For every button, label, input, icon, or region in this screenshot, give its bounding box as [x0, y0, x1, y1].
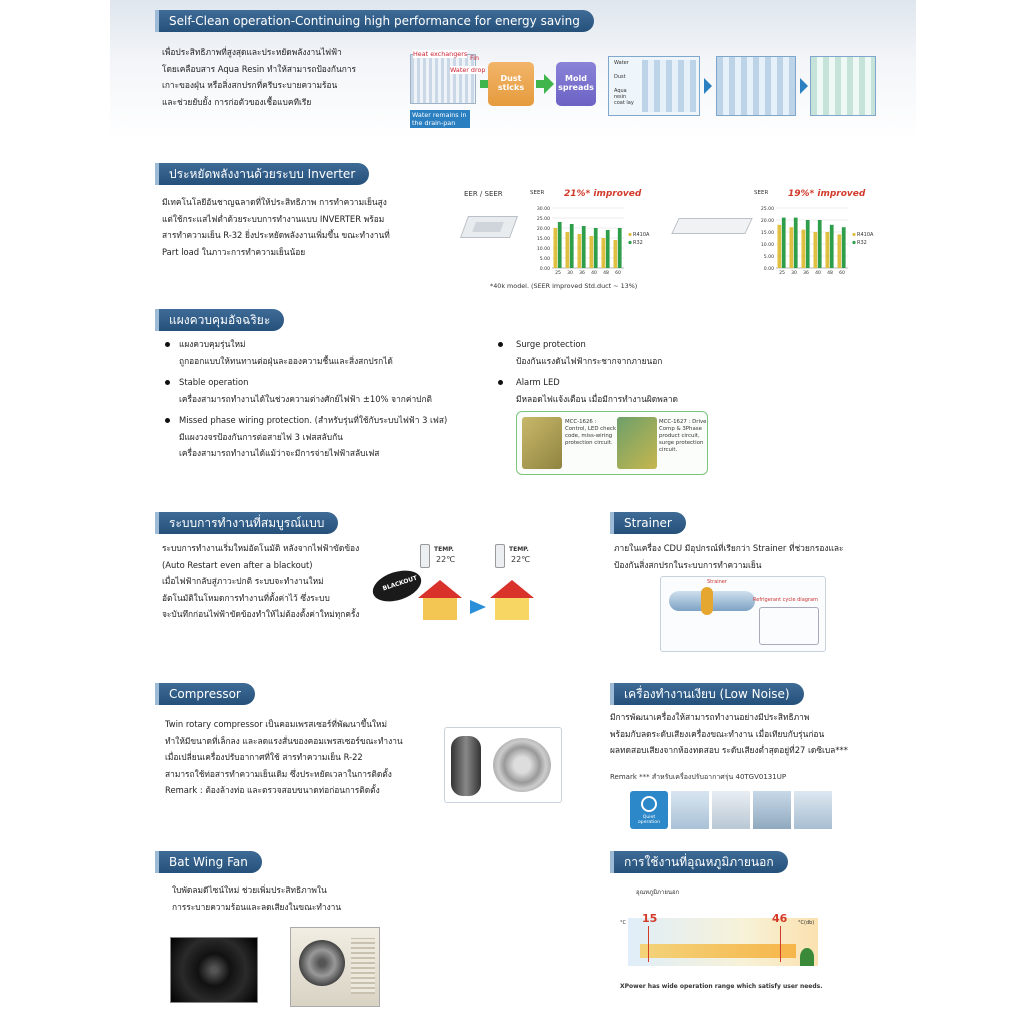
low-noise-line: พร้อมกับลดระดับเสียงเครื่องขณะทำงาน เมื่อเทียบกับรุ่นก่อน	[610, 728, 825, 739]
bat-wing-line: การระบายความร้อนและลดเสียงในขณะทำงาน	[172, 901, 342, 912]
legend-swatch	[628, 241, 631, 244]
board-mcc-1627-label: MCC-1627 : Drive Comp & 3Phase product circuit, surge protection circuit.	[659, 419, 707, 453]
section-title-self-clean: Self-Clean operation-Continuing high performance for energy saving	[155, 10, 594, 32]
auto-restart-line: เมื่อไฟฟ้ากลับสู่ภาวะปกติ ระบบจะทำงานใหม่	[162, 576, 324, 586]
chart-bar-r410a	[790, 227, 794, 268]
compressor-image	[444, 727, 562, 803]
outdoor-temp-caption: XPower has wide operation range which satisfy user needs.	[620, 983, 823, 990]
chart-bar-r410a	[554, 228, 558, 268]
outdoor-unit-fan	[299, 940, 345, 986]
smart-item-5-sub: มีหลอดไฟแจ้งเตือน เมื่อมีการทำงานผิดพลาด	[516, 393, 678, 404]
temp-value-2: 22℃	[511, 555, 531, 564]
chart-xtick-label: 30	[567, 271, 573, 276]
quiet-icon	[641, 796, 657, 812]
smart-item-2-head: Stable operation	[179, 377, 249, 387]
chart-ytick-label: 25.00	[536, 217, 550, 222]
strainer-ring	[701, 587, 713, 615]
chart-ytick-label: 0.00	[539, 267, 550, 272]
auto-restart-line: ระบบการทำงานเริ่มใหม่อัตโนมัติ หลังจากไฟฟ้าขัดข้อง	[162, 543, 360, 553]
compressor-line: Twin rotary compressor เป็นคอมเพรสเซอร์ที่พัฒนาขึ้นใหม่	[165, 719, 388, 729]
chart-xtick-label: 48	[827, 271, 833, 276]
section-title-smart-control: แผงควบคุมอัจฉริยะ	[155, 309, 284, 331]
chart-xtick-label: 25	[555, 271, 561, 276]
chart-ylabel: SEER	[754, 190, 769, 196]
ceiling-unit-image	[673, 212, 753, 242]
outdoor-unit-image	[290, 927, 380, 1007]
chart-ytick-label: 0.00	[763, 267, 774, 272]
water-remains-label: Water remains in the drain-pan	[410, 110, 470, 128]
legend-label: R32	[633, 240, 643, 246]
chart-ytick-label: 15.00	[760, 231, 774, 236]
refrigerant-cycle-lines	[759, 607, 819, 645]
mold-spreads-label: Mold spreads	[558, 74, 594, 92]
chart-bar-r410a	[602, 238, 606, 268]
compressor-line: Remark : ต้องล้างท่อ และตรวจสอบขนาดท่อก่อนการติดตั้ง	[165, 785, 380, 795]
chart-xtick-label: 40	[591, 271, 597, 276]
smart-item-3	[179, 412, 499, 462]
chart-bar-r410a	[614, 240, 618, 268]
chart-ytick-label: 10.00	[760, 243, 774, 248]
noise-scene-3	[753, 791, 791, 829]
chart-bar-r410a	[814, 232, 818, 268]
auto-restart-line: (Auto Restart even after a blackout)	[162, 559, 313, 570]
noise-scene-1	[671, 791, 709, 829]
legend-label: R32	[857, 240, 867, 246]
bat-wing-fan-image	[170, 937, 258, 1003]
bullet-dot	[498, 342, 503, 347]
brochure-page	[110, 0, 916, 1024]
house-lit-icon	[490, 580, 534, 622]
temp-label-1: TEMP.	[434, 546, 454, 553]
aqua-resin-label: Aqua resin coat lay	[614, 88, 634, 106]
section-title-compressor: Compressor	[155, 683, 255, 705]
outdoor-unit-grille	[351, 938, 375, 994]
inverter-line: Part load ในภาวะการทำความเย็นน้อย	[162, 246, 306, 257]
compressor-line: ทำให้มีขนาดที่เล็กลง และลดแรงสั่นของคอมเพรสเซอร์ขณะทำงาน	[165, 735, 403, 746]
temperature-range-graphic	[618, 900, 830, 976]
chart-bar-r32	[794, 218, 798, 268]
chart-xtick-label: 48	[603, 271, 609, 276]
chart-bar-r410a	[590, 236, 594, 268]
dust-label: Dust	[614, 74, 626, 80]
compressor-line: เมื่อเปลี่ยนเครื่องปรับอากาศที่ใช้ สารทำความเย็น R-22	[165, 752, 363, 762]
chart-ytick-label: 25.00	[760, 207, 774, 212]
chart-xtick-label: 30	[791, 271, 797, 276]
refrigerant-cycle-label: Refrigerant cycle diagram	[753, 597, 818, 603]
chart-ylabel: SEER	[530, 190, 545, 196]
heat-exchanger-illustration	[410, 54, 476, 104]
chart-title: 21%* improved	[564, 189, 642, 199]
smart-item-1	[179, 336, 499, 369]
auto-restart-text	[162, 540, 402, 623]
smart-item-3-sub2: เครื่องสามารถทำงานได้แม้ว่าจะมีการจ่ายไฟฟ้าสลับเฟส	[179, 448, 380, 458]
section-title-strainer: Strainer	[610, 512, 686, 534]
smart-item-5-head: Alarm LED	[516, 377, 560, 387]
bullet-dot	[498, 380, 503, 385]
legend-label: R410A	[633, 232, 650, 238]
section-title-auto-restart: ระบบการทำงานที่สมบูรณ์แบบ	[155, 512, 338, 534]
chart-bar-r32	[582, 226, 586, 268]
board-mcc-1626-label: MCC-1626 : Control, LED check code, miss-wiring protection circuit.	[565, 419, 616, 446]
self-clean-line: โดยเคลือบสาร Aqua Resin ทำให้สามารถป้องกันการ	[162, 63, 356, 74]
chart-ytick-label: 5.00	[763, 255, 774, 260]
chart-title: 19%* improved	[788, 189, 866, 199]
temp-value-1: 22℃	[436, 555, 456, 564]
low-noise-line: ผลทดสอบเสียงจากห้องทดสอบ ระดับเสียงต่ำสุดอยู่ที่27 เดซิเบล***	[610, 745, 848, 755]
chart-xtick-label: 25	[779, 271, 785, 276]
self-clean-line: และช่วยยับยั้ง การก่อตัวของเชื้อแบคทีเรีย	[162, 96, 312, 107]
legend-swatch	[852, 241, 855, 244]
chart-xtick-label: 60	[615, 271, 621, 276]
chart-bar-r32	[558, 222, 562, 268]
smart-item-2	[179, 374, 499, 407]
auto-restart-line: จะบันทึกก่อนไฟฟ้าขัดข้องทำให้ไม่ต้องตั้งค่าใหม่ทุกครั้ง	[162, 609, 360, 619]
smart-item-3-head: Missed phase wiring protection. (สำหรับรุ่นที่ใช้กับระบบไฟฟ้า 3 เฟส)	[179, 415, 448, 425]
chart-bar-r410a	[802, 230, 806, 268]
chart-bar-r410a	[838, 234, 842, 268]
inverter-line: แต่ใช้กระแสไฟต่ำด้วยระบบการทำงานแบบ INVERTER พร้อม	[162, 213, 385, 224]
chart-xtick-label: 40	[815, 271, 821, 276]
chart-xtick-label: 60	[839, 271, 845, 276]
eer-seer-label: EER / SEER	[464, 190, 503, 198]
compressor-body	[451, 736, 481, 796]
low-noise-remark: Remark *** สำหรับเครื่องปรับอากาศรุ่น 40TGV0131UP	[610, 773, 787, 781]
legend-label: R410A	[857, 232, 874, 238]
chart-bar-r32	[594, 228, 598, 268]
heat-exchanger-label: Heat exchangers	[413, 50, 468, 58]
seer-chart-1	[530, 186, 670, 280]
aqua-resin-panel-1-fins	[642, 60, 696, 112]
bat-wing-text	[172, 882, 412, 915]
strainer-text	[614, 540, 894, 573]
high-temp-value: 46	[772, 912, 788, 925]
chart-ytick-label: 20.00	[536, 227, 550, 232]
temperature-range-background	[628, 918, 818, 966]
low-noise-line: มีการพัฒนาเครื่องให้สามารถทำงานอย่างมีประสิทธิภาพ	[610, 712, 810, 722]
chart-bar-r32	[570, 224, 574, 268]
palm-tree-icon	[800, 948, 814, 966]
self-clean-diagram	[410, 48, 880, 134]
noise-scene-4	[794, 791, 832, 829]
house-dark-icon	[418, 580, 462, 622]
strainer-line: ภายในเครื่อง CDU มีอุปกรณ์ที่เรียกว่า Strainer ที่ช่วยกรองและ	[614, 543, 844, 553]
chart-bar-r410a	[578, 234, 582, 268]
blue-arrow-1	[704, 78, 712, 94]
water-label: Water	[614, 60, 629, 66]
chart-bar-r32	[606, 230, 610, 268]
temperature-range-bar	[640, 944, 796, 958]
unit-c-label: °C	[620, 920, 626, 926]
compressor-rotor	[493, 738, 551, 792]
inverter-footnote: *40k model. (SEER improved Std.duct ~ 13%)	[490, 282, 638, 290]
low-noise-text	[610, 709, 900, 759]
smart-item-4-head: Surge protection	[516, 339, 586, 349]
restart-arrow	[470, 600, 486, 614]
chart-ytick-label: 20.00	[760, 219, 774, 224]
strainer-line: ป้องกันสิ่งสกปรกในระบบการทำความเย็น	[614, 559, 762, 570]
bullet-dot	[165, 418, 170, 423]
compressor-text	[165, 716, 455, 799]
smart-item-2-sub: เครื่องสามารถทำงานได้ในช่วงความต่างศักย์ไฟฟ้า ±10% จากค่าปกติ	[179, 393, 432, 404]
blackout-label: BLACKOUT	[381, 574, 419, 593]
strainer-diagram-label: Strainer	[707, 579, 727, 585]
strainer-diagram	[660, 576, 826, 652]
inverter-text	[162, 194, 432, 260]
outdoor-temp-axis-label: อุณหภูมิภายนอก	[636, 889, 680, 896]
smart-item-3-sub: มีแผงวงจรป้องกันการต่อสายไฟ 3 เฟสสลับกัน	[179, 431, 343, 442]
chart-bar-r32	[806, 220, 810, 268]
remote-1-icon	[420, 544, 430, 568]
smart-item-4	[516, 336, 816, 369]
quiet-label: Quiet operation	[637, 815, 661, 825]
aqua-resin-panel-2	[716, 56, 796, 116]
legend-swatch	[852, 233, 855, 236]
control-boards-panel	[516, 411, 708, 475]
compressor-line: สามารถใช้ท่อสารทำความเย็นเดิม ซึ่งประหยัดเวลาในการติดตั้ง	[165, 768, 392, 779]
chart-xtick-label: 36	[803, 271, 809, 276]
self-clean-text	[162, 44, 412, 110]
low-temp-value: 15	[642, 912, 658, 925]
chart-bar-r410a	[566, 232, 570, 268]
cassette-unit-image	[460, 212, 518, 246]
fin-label: Fin	[470, 54, 480, 62]
self-clean-line: เกาะของฝุ่น หรือสิ่งสกปรกที่ครีบระบายความร้อน	[162, 80, 338, 90]
mold-spreads-box	[556, 62, 596, 106]
chart-xtick-label: 36	[579, 271, 585, 276]
auto-restart-line: อัตโนมัติในโหมดการทำงานที่ตั้งค่าไว้ ซึ่งระบบ	[162, 592, 330, 603]
section-title-outdoor-temp: การใช้งานที่อุณหภูมิภายนอก	[610, 851, 788, 873]
bullet-dot	[165, 342, 170, 347]
chart-bar-r32	[842, 227, 846, 268]
chart-bar-r32	[818, 220, 822, 268]
board-mcc-1626-image	[522, 417, 562, 469]
seer-chart-2	[754, 186, 890, 280]
chart-ytick-label: 10.00	[536, 247, 550, 252]
unit-db-label: °C(db)	[798, 920, 815, 926]
section-title-inverter: ประหยัดพลังงานด้วยระบบ Inverter	[155, 163, 369, 185]
chart-bar-r410a	[778, 225, 782, 268]
smart-item-1-head: แผงควบคุมรุ่นใหม่	[179, 339, 246, 349]
self-clean-line: เพื่อประสิทธิภาพที่สูงสุดและประหยัดพลังงานไฟฟ้า	[162, 47, 342, 57]
bat-wing-line: ใบพัดลมดีไซน์ใหม่ ช่วยเพิ่มประสิทธิภาพใน	[172, 885, 327, 895]
chart-bar-r32	[618, 228, 622, 268]
legend-swatch	[628, 233, 631, 236]
bullet-dot	[165, 380, 170, 385]
quiet-operation-badge	[630, 791, 668, 829]
smart-item-1-sub: ถูกออกแบบให้ทนทานต่อฝุ่นละอองความชื้นและสิ่งสกปรกได้	[179, 355, 393, 366]
smart-item-5	[516, 374, 816, 407]
chart-ytick-label: 15.00	[536, 237, 550, 242]
noise-scene-2	[712, 791, 750, 829]
dust-sticks-box	[488, 62, 534, 106]
aqua-resin-panel-3	[810, 56, 876, 116]
inverter-line: มีเทคโนโลยีอันชาญฉลาดที่ให้ประสิทธิภาพ การทำความเย็นสูง	[162, 197, 387, 207]
chart-bar-r410a	[826, 232, 830, 268]
section-title-low-noise: เครื่องทำงานเงียบ (Low Noise)	[610, 683, 804, 705]
water-drop-label: Water drop	[450, 66, 486, 74]
blue-arrow-2	[800, 78, 808, 94]
inverter-line: สารทำความเย็น R-32 ยิ่งประหยัดพลังงานเพิ่มขึ้น ขณะทำงานที่	[162, 230, 390, 240]
arrow-green-2-head	[544, 74, 554, 94]
temp-label-2: TEMP.	[509, 546, 529, 553]
remote-2-icon	[495, 544, 505, 568]
chart-bar-r32	[782, 218, 786, 268]
chart-bar-r32	[830, 225, 834, 268]
chart-ytick-label: 5.00	[539, 257, 550, 262]
low-temp-marker	[648, 926, 649, 962]
board-mcc-1627-image	[617, 417, 657, 469]
smart-item-4-sub: ป้องกันแรงดันไฟฟ้ากระชากจากภายนอก	[516, 355, 663, 366]
chart-ytick-label: 30.00	[536, 207, 550, 212]
high-temp-marker	[780, 926, 781, 962]
dust-sticks-label: Dust sticks	[497, 74, 525, 92]
section-title-bat-wing: Bat Wing Fan	[155, 851, 262, 873]
